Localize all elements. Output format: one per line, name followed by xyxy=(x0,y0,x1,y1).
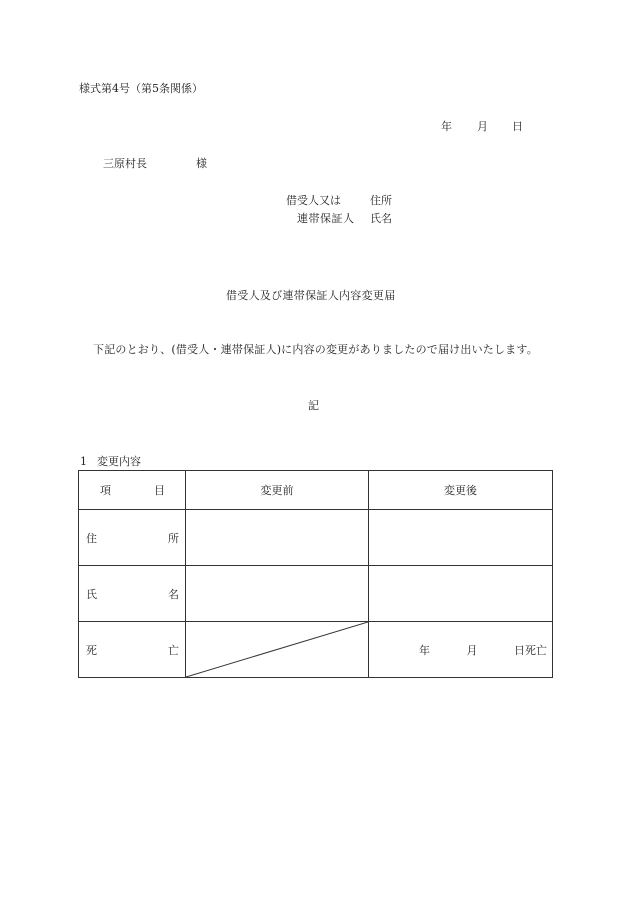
table-row xyxy=(79,566,553,622)
header-item xyxy=(79,471,186,510)
row-death-label xyxy=(79,622,186,678)
applicant-name-label: 氏名 xyxy=(370,212,392,225)
row-name-left: 氏 xyxy=(86,587,97,601)
table-row xyxy=(79,510,553,566)
row-address-after[interactable] xyxy=(369,510,553,566)
page-title: 借受人及び連帯保証人内容変更届 xyxy=(226,289,396,302)
date-month-label: 月 xyxy=(477,120,488,133)
changes-table xyxy=(78,470,553,678)
row-death-left: 死 xyxy=(86,643,97,657)
row-death-before-crossed xyxy=(186,622,369,678)
ki-heading: 記 xyxy=(308,399,319,412)
row-name-right: 名 xyxy=(168,587,179,601)
row-address-before[interactable] xyxy=(186,510,369,566)
applicant-role-line1: 借受人又は xyxy=(286,194,341,207)
death-year-label: 年 xyxy=(419,643,430,657)
death-day-label: 日死亡 xyxy=(514,643,547,657)
row-address-label xyxy=(79,510,186,566)
header-item-left: 項 xyxy=(100,484,111,497)
row-address-right: 所 xyxy=(168,531,179,545)
date-year-label: 年 xyxy=(441,120,452,133)
date-day-label: 日 xyxy=(512,120,523,133)
header-item-right: 目 xyxy=(154,484,165,497)
row-name-label xyxy=(79,566,186,622)
section-number: 1 xyxy=(80,455,87,468)
row-name-before[interactable] xyxy=(186,566,369,622)
row-name-after[interactable] xyxy=(369,566,553,622)
applicant-role-line2: 連帯保証人 xyxy=(297,212,355,225)
form-number: 様式第4号（第5条関係） xyxy=(79,82,203,95)
addressee-name: 三原村長 xyxy=(103,157,147,170)
row-address-left: 住 xyxy=(86,531,97,545)
diagonal-strike xyxy=(186,622,368,677)
header-before: 変更前 xyxy=(186,471,369,510)
applicant-address-label: 住所 xyxy=(370,194,392,207)
table-header-row xyxy=(79,471,553,510)
body-text: 下記のとおり、(借受人・連帯保証人)に内容の変更がありましたので届け出いたします。 xyxy=(93,343,538,356)
row-death-right: 亡 xyxy=(168,643,179,657)
section-label: 変更内容 xyxy=(97,455,141,468)
header-after: 変更後 xyxy=(369,471,553,510)
row-death-after[interactable] xyxy=(369,622,553,678)
death-month-label: 月 xyxy=(466,643,478,657)
table-row xyxy=(79,622,553,678)
addressee-honorific: 様 xyxy=(196,157,207,170)
